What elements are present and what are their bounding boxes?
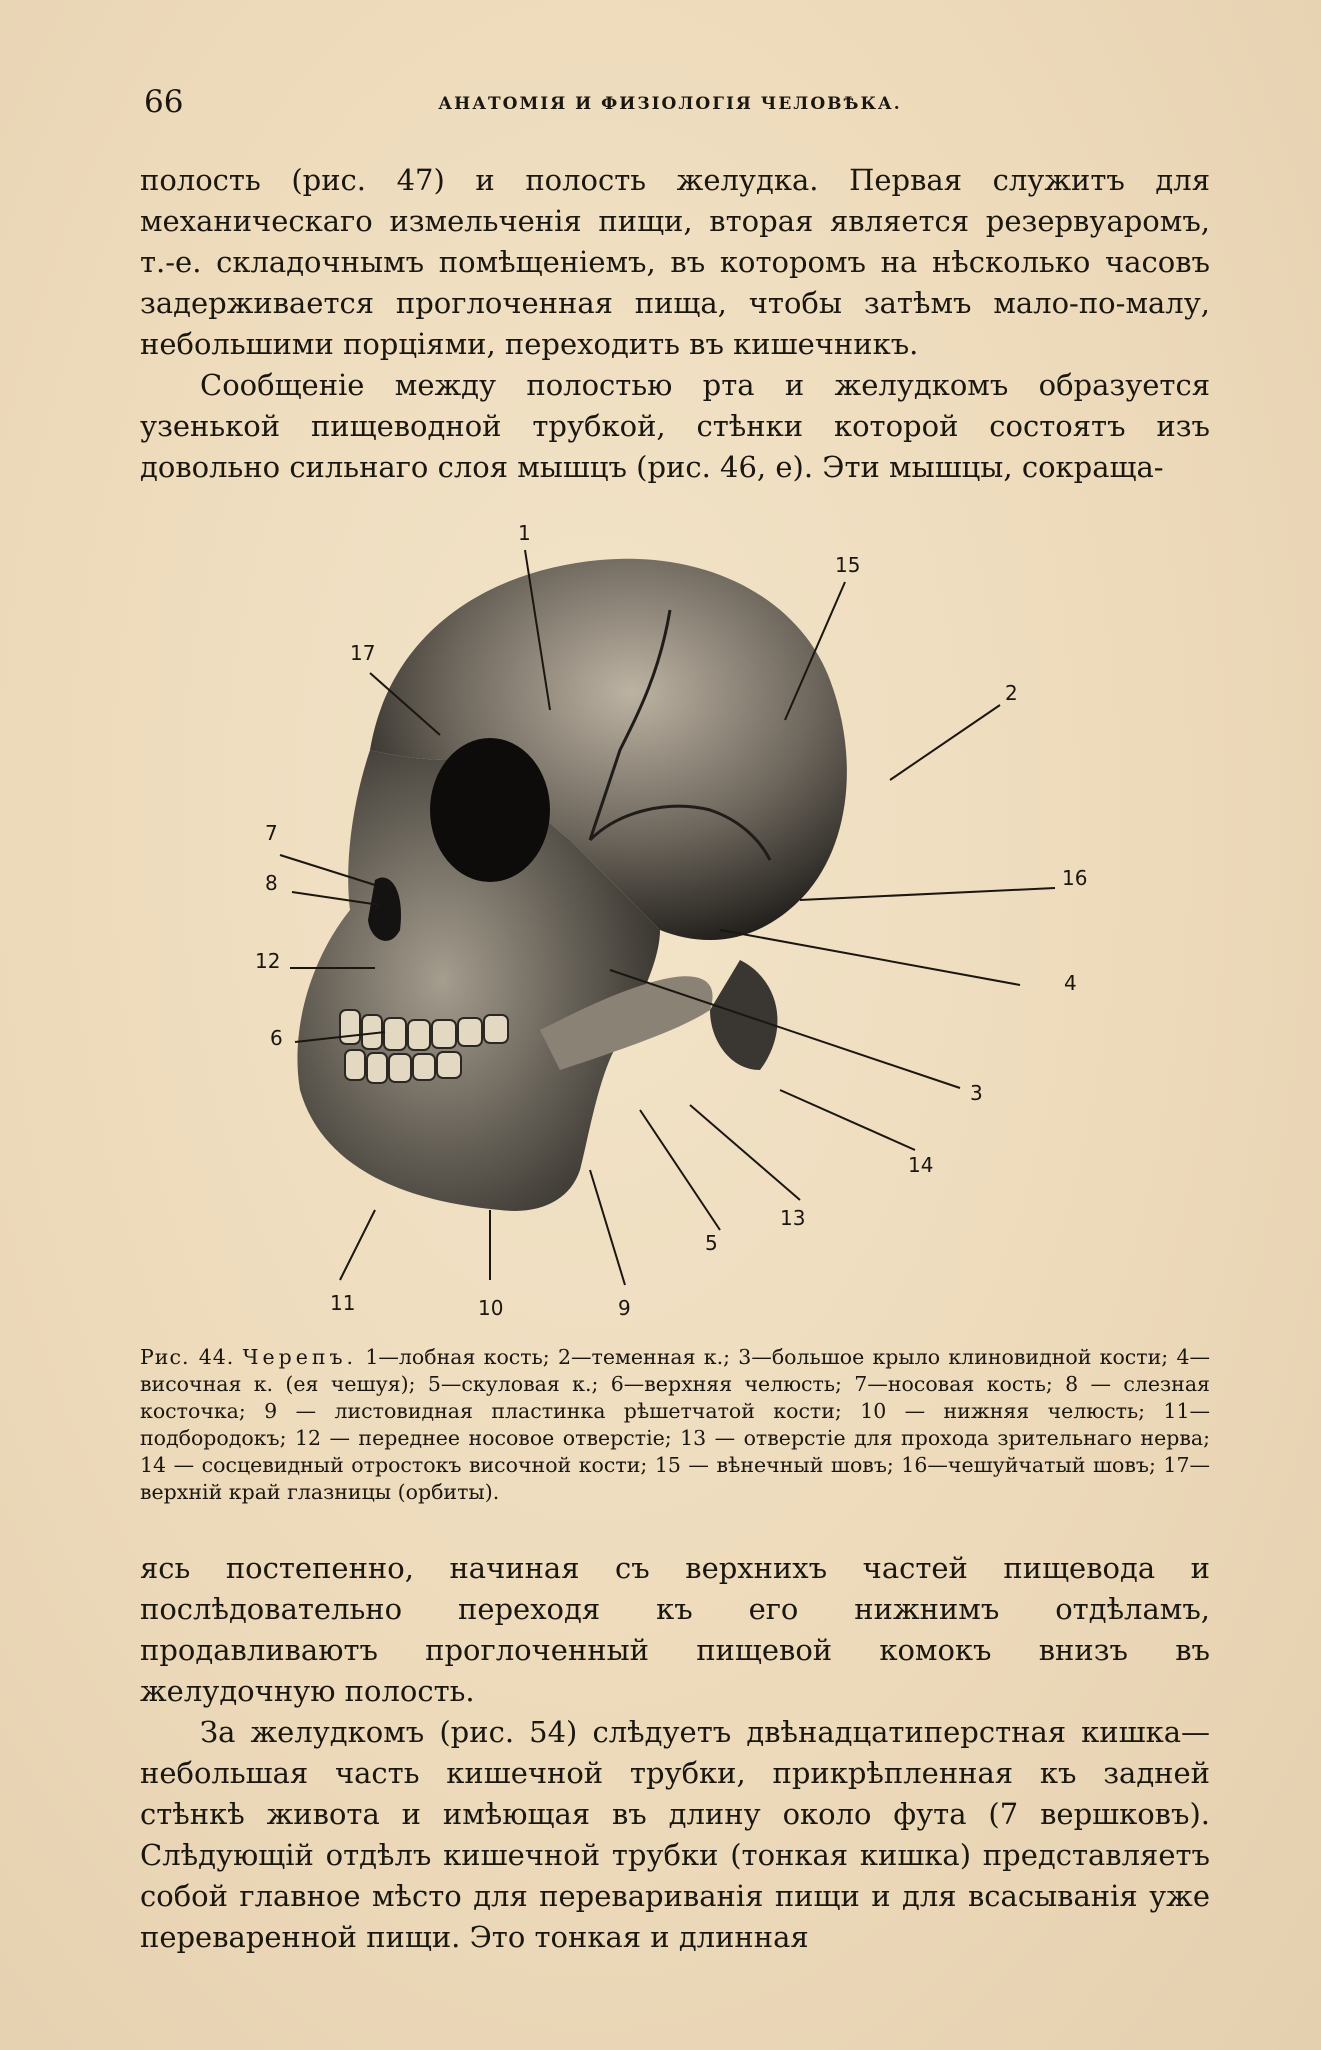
label-2: 2 <box>1005 681 1018 705</box>
label-13: 13 <box>780 1206 806 1230</box>
caption-figure-number: Рис. 44. <box>140 1345 235 1369</box>
skull-figure <box>240 510 1120 1330</box>
page-number: 66 <box>144 84 184 120</box>
label-4: 4 <box>1064 971 1077 995</box>
label-8: 8 <box>265 871 278 895</box>
label-11: 11 <box>330 1291 356 1315</box>
label-5: 5 <box>705 1231 718 1255</box>
label-16: 16 <box>1062 866 1088 890</box>
paragraph: За желудкомъ (рис. 54) слѣдуетъ двѣнадцатиперстная кишка—небольшая часть кишечной трубки, прикрѣпленная къ задней стѣнкѣ живота и имѣющая въ длину около фута (7 вершковъ). Слѣдующій отдѣлъ кишечной трубки (тонкая кишка) представляетъ собой главное мѣсто для перевариванія пищи и для всасыванія уже переваренной пищи. Это тонкая и длинная <box>140 1715 1210 1954</box>
bottom-text-block <box>140 1548 1210 1958</box>
paragraph: Сообщеніе между полостью рта и желудкомъ образуется узенькой пищеводной трубкой, стѣнки которой состоятъ изъ довольно сильнаго слоя мышцъ (рис. 46, е). Эти мышцы, сокраща- <box>140 368 1210 484</box>
paragraph: ясь постепенно, начиная съ верхнихъ частей пищевода и послѣдовательно переходя къ его нижнимъ отдѣламъ, продавливаютъ проглоченный пищевой комокъ внизъ въ желудочную полость. <box>140 1551 1210 1708</box>
label-7: 7 <box>265 821 278 845</box>
skull-illustration <box>240 510 1120 1330</box>
label-17: 17 <box>350 641 376 665</box>
orbit <box>430 738 550 882</box>
caption-title: Черепъ. <box>242 1345 358 1369</box>
label-6: 6 <box>270 1026 283 1050</box>
running-title: АНАТОМІЯ И ФИЗІОЛОГІЯ ЧЕЛОВѢКА. <box>438 94 902 114</box>
paragraph: полость (рис. 47) и полость желудка. Первая служитъ для механическаго измельченія пищи, вторая является резервуаромъ, т.-е. складочнымъ помѣщеніемъ, въ которомъ на нѣсколько часовъ задерживается проглоченная пища, чтобы затѣмъ мало-по-малу, небольшими порціями, переходить въ кишечникъ. <box>140 163 1210 361</box>
label-1: 1 <box>518 521 531 545</box>
label-10: 10 <box>478 1296 504 1320</box>
label-12: 12 <box>255 949 281 973</box>
label-3: 3 <box>970 1081 983 1105</box>
figure-caption <box>140 1344 1210 1506</box>
top-text-block <box>140 160 1210 488</box>
label-14: 14 <box>908 1153 934 1177</box>
running-header <box>140 84 1200 124</box>
label-15: 15 <box>835 553 861 577</box>
label-9: 9 <box>618 1296 631 1320</box>
caption-body: 1—лобная кость; 2—теменная к.; 3—большое крыло клиновидной кости; 4—височная к. (ея чешуя); 5—скуловая к.; 6—верхняя челюсть; 7—носовая кость; 8 — слезная косточка; 9 — листовидная пластинка рѣшетчатой кости; 10 — нижняя челюсть; 11—подбородокъ; 12 — переднее носовое отверстіе; 13 — отверстіе для прохода зрительнаго нерва; 14 — сосцевидный отростокъ височной кости; 15 — вѣнечный шовъ; 16—чешуйчатый шовъ; 17—верхній край глазницы (орбиты). <box>140 1345 1210 1504</box>
